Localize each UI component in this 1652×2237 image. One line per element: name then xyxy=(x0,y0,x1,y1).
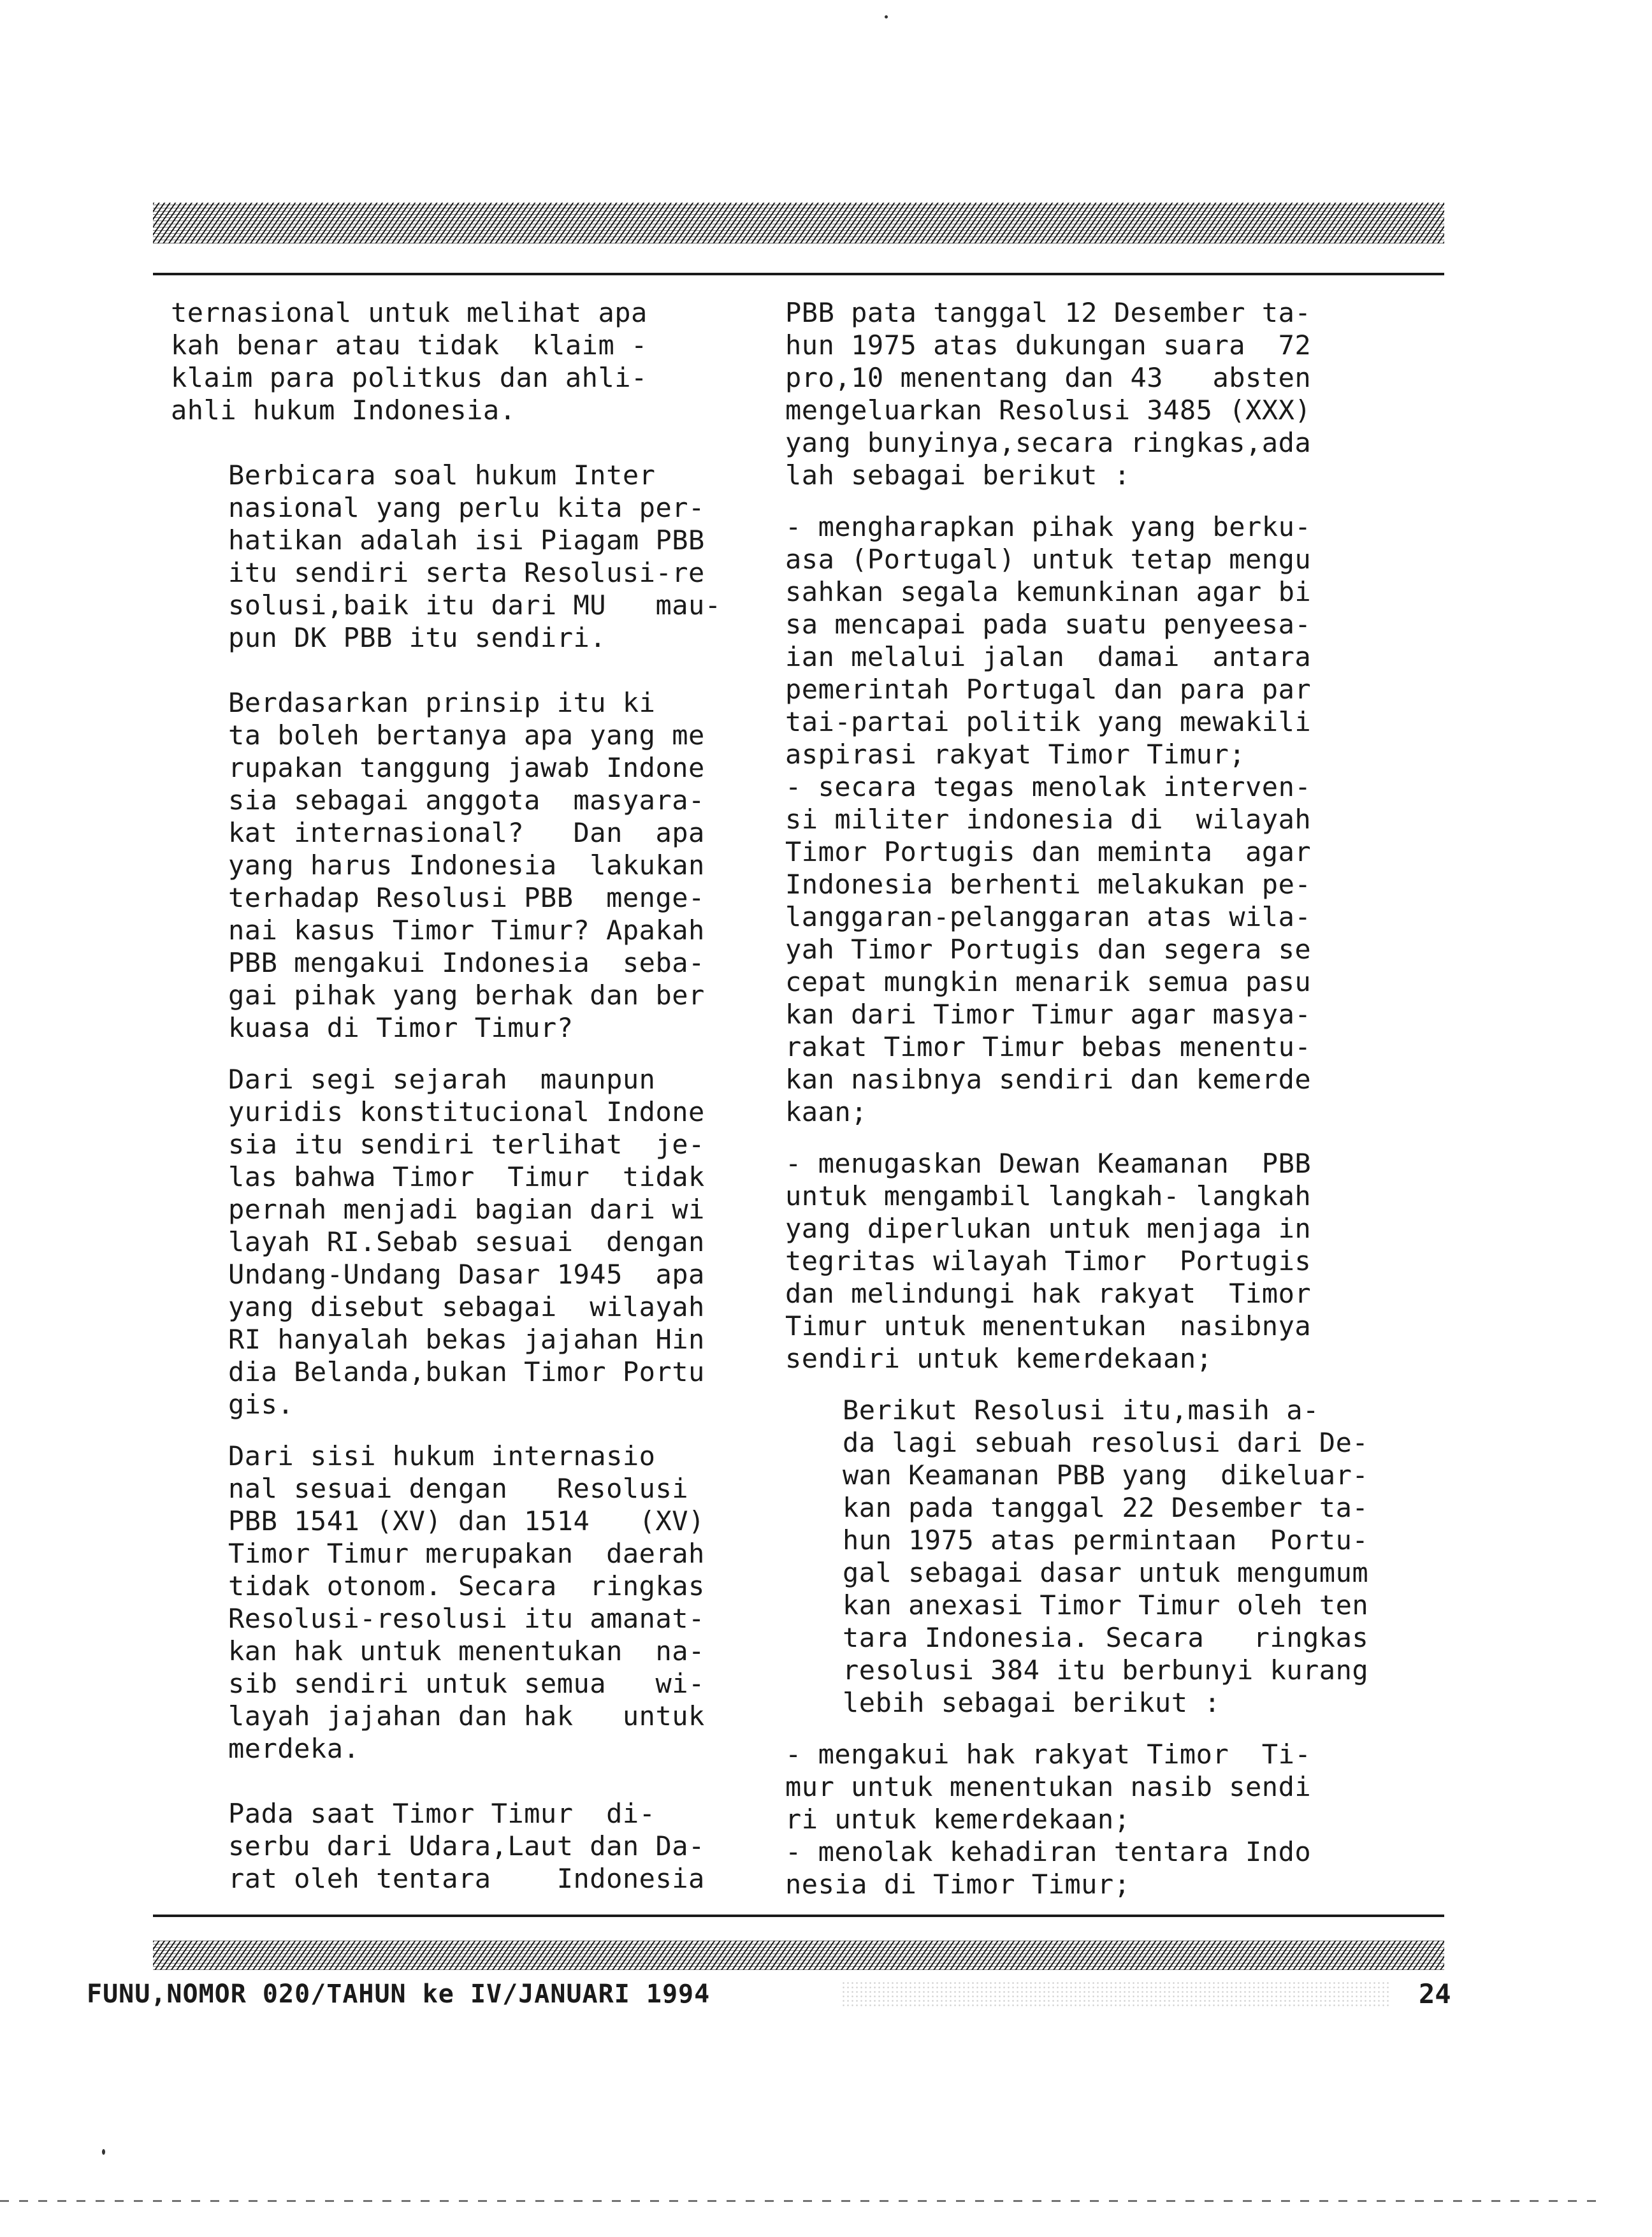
text-line: cepat mungkin menarik semua pasu xyxy=(785,966,1312,997)
text-line: resolusi 384 itu berbunyi kurang xyxy=(843,1654,1369,1686)
paragraph-gap xyxy=(171,1765,732,1797)
text-line: RI hanyalah bekas jajahan Hin xyxy=(228,1324,705,1355)
text-line: ri untuk kemerdekaan; xyxy=(785,1804,1131,1835)
text-line: yang disebut sebagai wilayah xyxy=(228,1291,705,1322)
text-line: wan Keamanan PBB yang dikeluar- xyxy=(843,1459,1369,1491)
article-paragraph xyxy=(171,1797,732,1895)
text-line: - mengakui hak rakyat Timor Ti- xyxy=(785,1739,1312,1770)
text-line: sia sebagai anggota masyara- xyxy=(228,785,705,816)
text-line: asa (Portugal) untuk tetap mengu xyxy=(785,544,1312,575)
text-line: Berbicara soal hukum Inter xyxy=(228,460,656,491)
text-line: tidak otonom. Secara ringkas xyxy=(228,1570,705,1602)
text-line: Dari segi sejarah maunpun xyxy=(228,1064,656,1095)
scan-speck xyxy=(102,2149,105,2155)
text-line: kan nasibnya sendiri dan kemerde xyxy=(785,1064,1312,1095)
text-line: yang diperlukan untuk menjaga in xyxy=(785,1213,1312,1244)
text-line: yuridis konstitucional Indone xyxy=(228,1096,705,1127)
text-line: hun 1975 atas dukungan suara 72 xyxy=(785,329,1312,361)
text-line: rat oleh tentara Indonesia xyxy=(228,1863,705,1894)
article-paragraph xyxy=(785,1394,1423,1719)
text-line: sendiri untuk kemerdekaan; xyxy=(785,1343,1213,1374)
left-column xyxy=(171,296,732,1895)
text-line: langgaran-pelanggaran atas wila- xyxy=(785,901,1312,932)
text-line: dia Belanda,bukan Timor Portu xyxy=(228,1356,705,1387)
text-line: Pada saat Timor Timur di- xyxy=(228,1798,656,1829)
footer-hatch-band xyxy=(153,1941,1444,1970)
article-paragraph xyxy=(785,1147,1423,1375)
text-line: Berdasarkan prinsip itu ki xyxy=(228,687,656,718)
article-paragraph xyxy=(171,296,732,426)
paragraph-gap xyxy=(171,426,732,459)
text-line: klaim para politkus dan ahli- xyxy=(171,362,648,393)
text-line: kaan; xyxy=(785,1096,867,1127)
text-line: kan anexasi Timor Timur oleh ten xyxy=(843,1589,1369,1621)
paragraph-gap xyxy=(785,1719,1423,1738)
text-line: gai pihak yang berhak dan ber xyxy=(228,980,705,1011)
text-line: hun 1975 atas permintaan Portu- xyxy=(843,1524,1369,1556)
text-line: tara Indonesia. Secara ringkas xyxy=(843,1622,1369,1653)
paragraph-gap xyxy=(785,491,1423,510)
text-line: Timor Portugis dan meminta agar xyxy=(785,836,1312,867)
text-line: gal sebagai dasar untuk mengumum xyxy=(843,1557,1369,1588)
text-line: Indonesia berhenti melakukan pe- xyxy=(785,869,1312,900)
header-rule xyxy=(153,273,1444,275)
text-line: tai-partai politik yang mewakili xyxy=(785,706,1312,737)
text-line: rakat Timor Timur bebas menentu- xyxy=(785,1031,1312,1062)
text-line: kan dari Timor Timur agar masya- xyxy=(785,999,1312,1030)
text-line: sib sendiri untuk semua wi- xyxy=(228,1668,705,1699)
paragraph-gap xyxy=(171,654,732,686)
text-line: yang bunyinya,secara ringkas,ada xyxy=(785,427,1312,458)
text-line: pro,10 menentang dan 43 absten xyxy=(785,362,1312,393)
text-line: nesia di Timor Timur; xyxy=(785,1869,1131,1900)
text-line: kan pada tanggal 22 Desember ta- xyxy=(843,1492,1369,1523)
text-line: da lagi sebuah resolusi dari De- xyxy=(843,1427,1369,1458)
page-number: 24 xyxy=(1419,1978,1451,2009)
text-line: solusi,baik itu dari MU mau- xyxy=(228,590,721,621)
article-paragraph xyxy=(171,1440,732,1765)
text-line: layah RI.Sebab sesuai dengan xyxy=(228,1226,705,1257)
scan-edge-line xyxy=(0,2200,1606,2202)
text-line: - mengharapkan pihak yang berku- xyxy=(785,511,1312,542)
paragraph-gap xyxy=(785,1128,1423,1147)
text-line: dan melindungi hak rakyat Timor xyxy=(785,1278,1312,1309)
text-line: PBB mengakui Indonesia seba- xyxy=(228,947,705,978)
paragraph-gap xyxy=(785,1375,1423,1394)
text-line: Timur untuk menentukan nasibnya xyxy=(785,1310,1312,1342)
text-line: mengeluarkan Resolusi 3485 (XXX) xyxy=(785,395,1312,426)
text-line: - secara tegas menolak interven- xyxy=(785,771,1312,802)
text-line: nasional yang perlu kita per- xyxy=(228,492,705,523)
text-line: merdeka. xyxy=(228,1733,360,1764)
text-line: - menolak kehadiran tentara Indo xyxy=(785,1836,1312,1867)
header-hatch-band xyxy=(153,203,1444,243)
right-column xyxy=(785,296,1423,1900)
text-line: pun DK PBB itu sendiri. xyxy=(228,622,607,653)
text-line: Undang-Undang Dasar 1945 apa xyxy=(228,1259,705,1290)
scan-speck xyxy=(885,15,888,18)
article-paragraph xyxy=(785,1738,1423,1900)
text-line: ahli hukum Indonesia. xyxy=(171,395,516,426)
text-line: ian melalui jalan damai antara xyxy=(785,641,1312,672)
article-paragraph xyxy=(171,1063,732,1421)
text-line: hatikan adalah isi Piagam PBB xyxy=(228,525,705,556)
article-paragraph xyxy=(171,459,732,654)
text-line: lebih sebagai berikut : xyxy=(843,1687,1221,1718)
article-paragraph xyxy=(785,296,1423,491)
article-paragraph xyxy=(171,686,732,1044)
text-line: kat internasional? Dan apa xyxy=(228,817,705,848)
text-line: pernah menjadi bagian dari wi xyxy=(228,1194,705,1225)
paragraph-gap xyxy=(171,1421,732,1440)
text-line: Dari sisi hukum internasio xyxy=(228,1440,656,1472)
text-line: rupakan tanggung jawab Indone xyxy=(228,752,705,783)
text-line: pemerintah Portugal dan para par xyxy=(785,674,1312,705)
text-line: nai kasus Timor Timur? Apakah xyxy=(228,915,705,946)
text-line: gis. xyxy=(228,1389,294,1420)
text-line: nal sesuai dengan Resolusi xyxy=(228,1473,689,1504)
text-line: lah sebagai berikut : xyxy=(785,460,1131,491)
text-line: tegritas wilayah Timor Portugis xyxy=(785,1245,1312,1277)
text-line: las bahwa Timor Timur tidak xyxy=(228,1161,705,1192)
text-line: untuk mengambil langkah- langkah xyxy=(785,1180,1312,1212)
text-line: mur untuk menentukan nasib sendi xyxy=(785,1771,1312,1802)
text-line: aspirasi rakyat Timor Timur; xyxy=(785,739,1246,770)
text-line: si militer indonesia di wilayah xyxy=(785,804,1312,835)
article-paragraph xyxy=(785,510,1423,1128)
text-line: serbu dari Udara,Laut dan Da- xyxy=(228,1830,705,1862)
footer-rule xyxy=(153,1915,1444,1917)
text-line: terhadap Resolusi PBB menge- xyxy=(228,882,705,913)
text-line: ta boleh bertanya apa yang me xyxy=(228,720,705,751)
paragraph-gap xyxy=(171,1044,732,1063)
text-line: kan hak untuk menentukan na- xyxy=(228,1635,705,1667)
text-line: yang harus Indonesia lakukan xyxy=(228,850,705,881)
text-line: Berikut Resolusi itu,masih a- xyxy=(843,1394,1319,1426)
text-line: PBB 1541 (XV) dan 1514 (XV) xyxy=(228,1505,705,1537)
text-line: itu sendiri serta Resolusi-re xyxy=(228,557,705,588)
text-line: PBB pata tanggal 12 Desember ta- xyxy=(785,297,1312,328)
text-line: kuasa di Timor Timur? xyxy=(228,1012,574,1043)
text-line: ternasional untuk melihat apa xyxy=(171,297,648,328)
text-line: sahkan segala kemunkinan agar bi xyxy=(785,576,1312,607)
text-line: - menugaskan Dewan Keamanan PBB xyxy=(785,1148,1312,1179)
text-line: layah jajahan dan hak untuk xyxy=(228,1700,705,1732)
text-line: yah Timor Portugis dan segera se xyxy=(785,934,1312,965)
text-line: Resolusi-resolusi itu amanat- xyxy=(228,1603,705,1634)
footer-shading xyxy=(841,1981,1389,2006)
footer-publication-line: FUNU,NOMOR 020/TAHUN ke IV/JANUARI 1994 xyxy=(87,1980,711,2009)
text-line: sia itu sendiri terlihat je- xyxy=(228,1129,705,1160)
text-line: kah benar atau tidak klaim - xyxy=(171,329,648,361)
text-line: sa mencapai pada suatu penyeesa- xyxy=(785,609,1312,640)
text-line: Timor Timur merupakan daerah xyxy=(228,1538,705,1569)
